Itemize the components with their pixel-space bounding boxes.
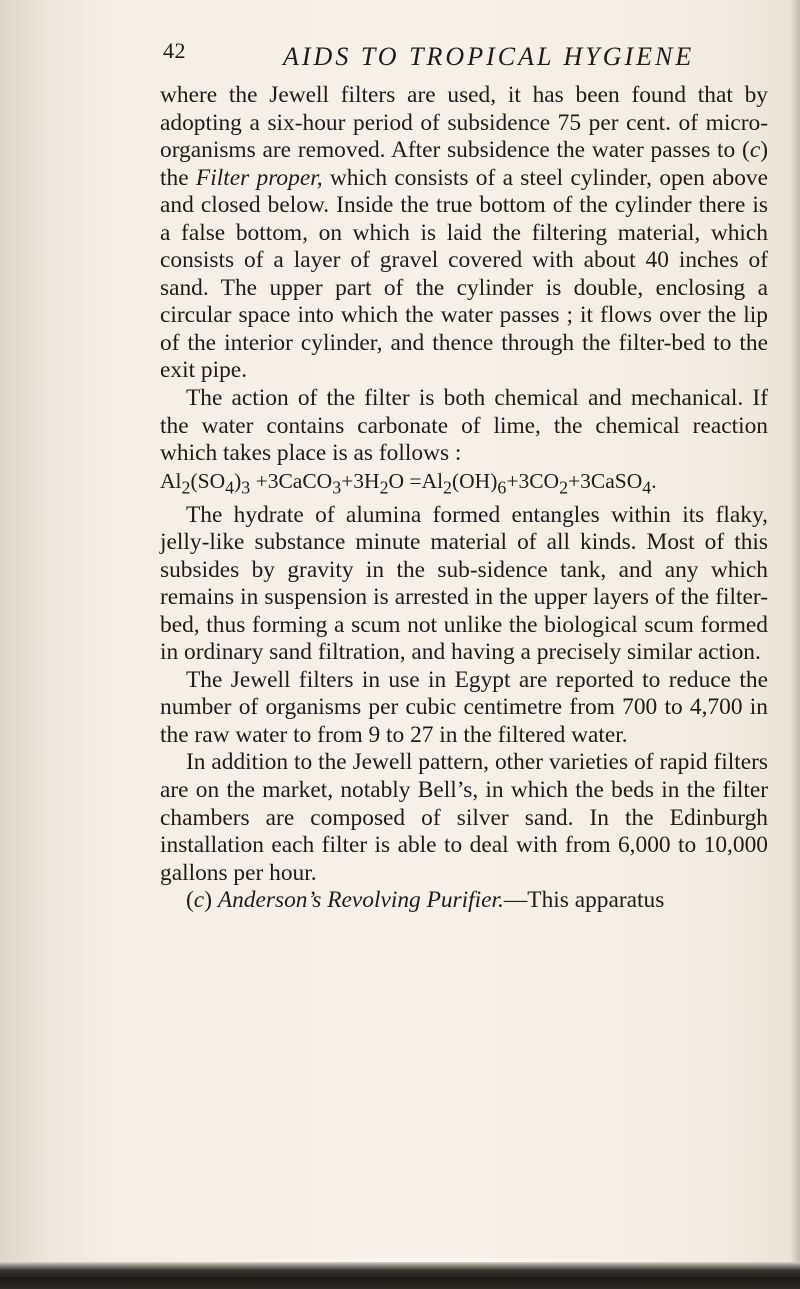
page-edge-shadow (790, 0, 800, 1289)
text-segment: where the Jewell filters are used, it has been found that by adopting a six-hour period of subsidence 75 per cent. of micro-organisms are removed. After subsidence the water passes to ( (160, 82, 768, 164)
paragraph-hydrate: The hydrate of alumina formed entangles within its flaky, jelly-like substance minute material of all kinds. Most of this subsides by gravity in the sub-sidence tank, and any which remains in suspension is arrested in the upper layers of the filter-bed, thus forming a scum not unlike the biological scum formed in ordinary sand filtration, and having a precisely similar action. (160, 501, 768, 666)
item-label: c (749, 137, 761, 164)
running-title: AIDS TO TROPICAL HYGIENE (283, 42, 695, 71)
text-segment: ) the (160, 137, 768, 191)
paragraph-action: The action of the filter is both chemical and mechanical. If the water contains carbonate of lime, the chemical reaction which takes place is as follows : (160, 385, 768, 467)
italic-term: Filter proper, (195, 164, 323, 191)
page-bottom-edge (0, 1262, 800, 1289)
italic-heading: Anderson’s Revolving Purifier. (217, 887, 504, 914)
paragraph-anderson: (c) Anderson’s Revolving Purifier.—This apparatus (186, 887, 665, 914)
paragraph-egypt: The Jewell filters in use in Egypt are reported to reduce the number of organisms per cubic centimetre from 700 to 4,700 in the raw water to from 9 to 27 in the filtered water. (160, 666, 768, 748)
paragraph-filter-proper (160, 82, 768, 385)
paragraph-varieties: In addition to the Jewell pattern, other varieties of rapid filters are on the market, notably Bell’s, in which the beds in the filter chambers are composed of silver sand. In the Edinburgh installation each filter is able to deal with from 6,000 to 10,000 gallons per hour. (160, 749, 768, 886)
page-gutter-shadow (0, 0, 120, 1289)
item-label: c (193, 887, 205, 914)
chemical-equation: $Al_2(SO_4)_3$ $+3CaCO_3+3H_2O$ $=Al_2(OH)_6+3CO_2+3CaSO_4$. (160, 468, 657, 497)
body-text (160, 82, 768, 915)
page-number: 42 (163, 38, 186, 63)
text-segment: which consists of a steel cylinder, open above and closed below. Inside the true bottom of the cylinder there is a false bottom, on which is laid the filtering material, which consists of a layer of gravel covered with about 40 inches of sand. The upper part of the cylinder is double, enclosing a circular space into which the water passes ; it flows over the lip of the interior cylinder, and thence through the filter-bed to the exit pipe. (160, 164, 768, 384)
